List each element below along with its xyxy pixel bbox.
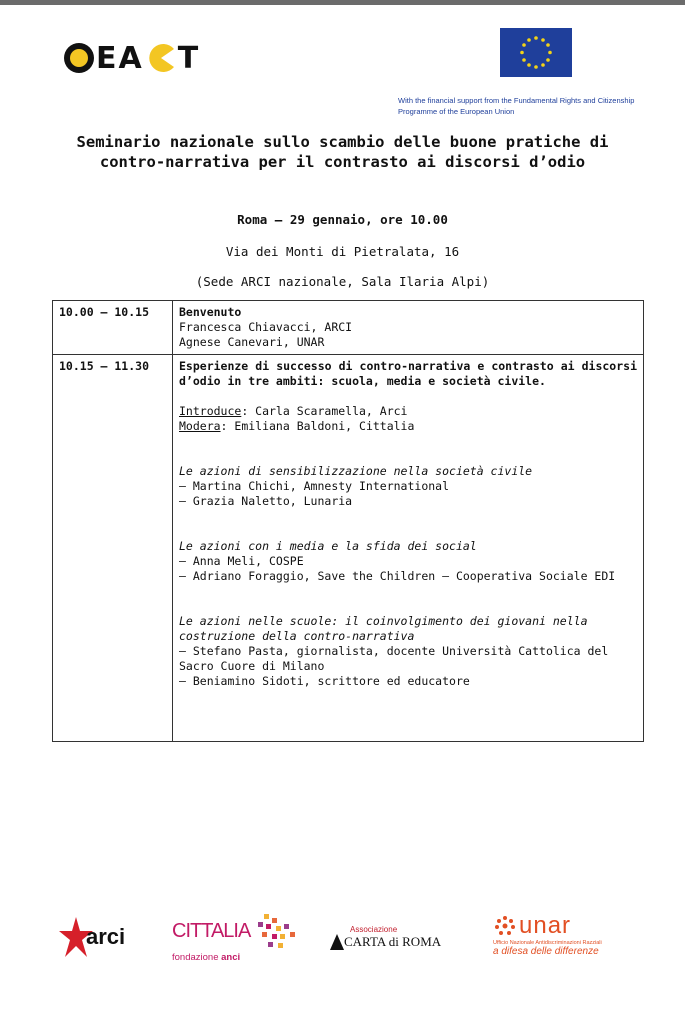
top-border xyxy=(0,0,685,5)
modera-value: : Emiliana Baldoni, Cittalia xyxy=(220,419,415,433)
session-title: Esperienze di successo di contro-narrativa e contrasto ai discorsi d’odio in tre ambiti: scuola, media e società civile. xyxy=(179,359,637,388)
agenda-time: 10.15 – 11.30 xyxy=(53,355,173,742)
arci-wordmark: arci xyxy=(86,924,126,949)
carta-wordmark: CARTA di ROMA xyxy=(344,933,442,949)
section-item: – Beniamino Sidoti, scrittore ed educatore xyxy=(179,674,470,688)
agenda-row xyxy=(53,301,644,355)
unar-logo xyxy=(493,912,602,962)
event-venue: (Sede ARCI nazionale, Sala Ilaria Alpi) xyxy=(195,274,490,289)
section-heading: Le azioni di sensibilizzazione nella società civile xyxy=(179,464,533,478)
section-item: – Martina Chichi, Amnesty International xyxy=(179,479,450,493)
event-title: Seminario nazionale sullo scambio delle buone pratiche di contro-narrativa per il contrasto ai discorsi d’odio xyxy=(76,133,609,171)
cittalia-wordmark: CITTALIA xyxy=(172,920,251,942)
monument-icon xyxy=(330,934,344,950)
event-address: Via dei Monti di Pietralata, 16 xyxy=(225,244,460,259)
agenda-content xyxy=(173,355,644,742)
cittalia-logo xyxy=(172,912,300,962)
react-logo: EA T xyxy=(62,40,200,76)
modera-label: Modera xyxy=(179,419,221,433)
unar-wordmark: unar xyxy=(519,912,572,939)
agenda-content xyxy=(173,301,644,355)
cittalia-subtitle: fondazione anci xyxy=(172,951,241,963)
react-r-circle-icon xyxy=(64,43,94,73)
section-item: – Grazia Naletto, Lunaria xyxy=(179,494,353,508)
event-date: Roma – 29 gennaio, ore 10.00 xyxy=(237,212,448,227)
carta-di-roma-logo xyxy=(330,912,441,962)
cittalia-dots-icon xyxy=(252,912,300,952)
pacman-icon xyxy=(146,43,176,73)
unar-tagline: a difesa delle differenze xyxy=(493,946,599,957)
unar-office-label: Ufficio Nazionale Antidiscriminazioni Razziali xyxy=(493,940,602,946)
introduce-line xyxy=(179,404,637,419)
introduce-value: : Carla Scaramella, Arci xyxy=(241,404,408,418)
introduce-label: Introduce xyxy=(179,404,242,418)
section-item: – Adriano Foraggio, Save the Children – Cooperativa Sociale EDI xyxy=(179,569,616,583)
section-heading: Le azioni nelle scuole: il coinvolgimento dei giovani nella costruzione della contro-narrativa xyxy=(179,614,588,643)
agenda-time: 10.00 – 10.15 xyxy=(53,301,173,355)
section-heading: Le azioni con i media e la sfida dei social xyxy=(179,539,477,553)
session-title: Benvenuto xyxy=(179,305,242,319)
agenda-table xyxy=(52,300,644,742)
arci-logo xyxy=(58,912,125,962)
modera-line xyxy=(179,419,637,434)
section-item: – Anna Meli, COSPE xyxy=(179,554,304,568)
unar-dots-icon xyxy=(493,914,517,938)
carta-association-label: Associazione xyxy=(350,924,398,934)
section-item: – Stefano Pasta, giornalista, docente Università Cattolica del Sacro Cuore di Milano xyxy=(179,644,609,673)
speaker: Agnese Canevari, UNAR xyxy=(179,335,325,349)
agenda-row xyxy=(53,355,644,742)
speaker: Francesca Chiavacci, ARCI xyxy=(179,320,353,334)
eu-funding-credit: With the financial support from the Fundamental Rights and Citizenship Programme of the European Union xyxy=(398,96,635,116)
eu-flag-icon xyxy=(500,28,572,77)
